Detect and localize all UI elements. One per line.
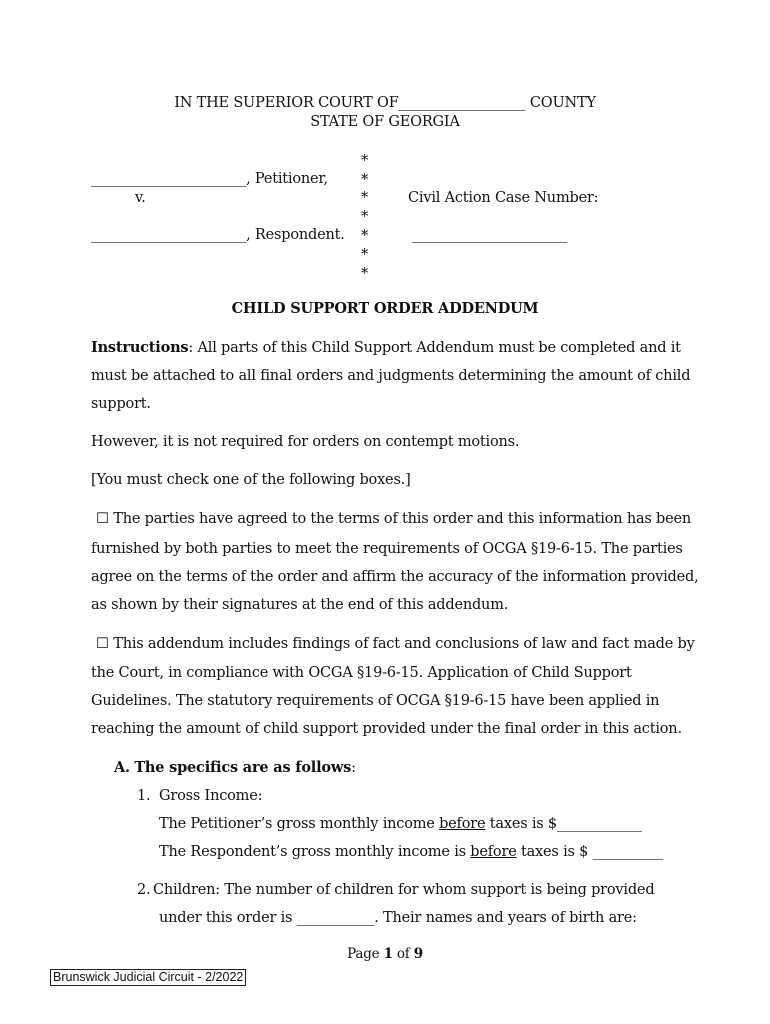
caption-star: * [361, 228, 369, 244]
page-current: 1 [383, 946, 393, 962]
respondent-before-word: before [470, 844, 517, 860]
respondent-line: ______________________, Respondent. [91, 227, 345, 243]
caption-star: * [361, 172, 369, 188]
court-option-line-2: the Court, in compliance with OCGA §19-6-15. Application of Child Support [91, 665, 632, 681]
item-1-title: Gross Income: [159, 788, 263, 804]
item-1-number: 1. [137, 788, 151, 804]
petitioner-income-blank[interactable]: taxes is $____________ [485, 816, 642, 832]
instructions-text: : All parts of this Child Support Addendum must be completed and it [188, 340, 681, 356]
page-word: Page [347, 946, 380, 962]
agreed-option-line-4: as shown by their signatures at the end of this addendum. [91, 597, 509, 613]
item-2-number: 2. [137, 882, 151, 898]
versus-text: v. [135, 190, 146, 206]
however-text: However, it is not required for orders on contempt motions. [91, 434, 520, 450]
court-checkbox[interactable]: ☐ [96, 636, 109, 652]
court-option-line-4: reaching the amount of child support provided under the final order in this action. [91, 721, 682, 737]
agreed-option-line-3: agree on the terms of the order and affirm the accuracy of the information provided, [91, 569, 699, 585]
caption-star: * [361, 153, 369, 169]
agreed-option-text: The parties have agreed to the terms of this order and this information has been [113, 511, 692, 527]
case-number-label: Civil Action Case Number: [408, 190, 599, 206]
section-a-marker: A. [114, 759, 130, 776]
page-total: 9 [413, 946, 423, 962]
instructions-line-3: support. [91, 396, 151, 412]
respondent-income-line [159, 843, 663, 861]
section-a-heading [114, 759, 356, 777]
instructions-line-1 [91, 339, 681, 357]
petitioner-income-line [159, 815, 642, 833]
check-note: [You must check one of the following boxes.] [91, 472, 411, 488]
item-2-line-1: Children: The number of children for whom support is being provided [153, 882, 655, 898]
document-title: CHILD SUPPORT ORDER ADDENDUM [231, 300, 539, 317]
agreed-option-line-1 [96, 510, 691, 528]
state-line: STATE OF GEORGIA [310, 114, 460, 130]
court-option-line-3: Guidelines. The statutory requirements of OCGA §19-6-15 have been applied in [91, 693, 660, 709]
respondent-income-blank[interactable]: taxes is $ __________ [516, 844, 664, 860]
court-option-line-1 [96, 635, 695, 653]
page-of-word: of [396, 946, 410, 962]
case-number-blank[interactable]: ______________________ [412, 227, 568, 243]
court-line: IN THE SUPERIOR COURT OF__________________ COUNTY [174, 95, 596, 111]
petitioner-line: ______________________, Petitioner, [91, 171, 328, 187]
caption-star: * [361, 190, 369, 206]
section-a-colon: : [351, 760, 356, 776]
instructions-line-2: must be attached to all final orders and judgments determining the amount of child [91, 368, 691, 384]
page-number [0, 945, 770, 963]
caption-star: * [361, 209, 369, 225]
agreed-option-line-2: furnished by both parties to meet the requirements of OCGA §19-6-15. The parties [91, 541, 683, 557]
caption-star: * [361, 266, 369, 282]
instructions-label: Instructions [91, 339, 189, 356]
circuit-footer-box: Brunswick Judicial Circuit - 2/2022 [50, 969, 246, 986]
agreed-checkbox[interactable]: ☐ [96, 511, 109, 527]
caption-star: * [361, 247, 369, 263]
court-option-text: This addendum includes findings of fact and conclusions of law and fact made by [113, 636, 695, 652]
section-a-title: The specifics are as follows [134, 759, 352, 776]
item-2-line-2: under this order is ___________. Their names and years of birth are: [159, 910, 637, 926]
petitioner-before-word: before [439, 816, 486, 832]
petitioner-income-text: The Petitioner’s gross monthly income [159, 816, 440, 832]
respondent-income-text: The Respondent’s gross monthly income is [159, 844, 471, 860]
